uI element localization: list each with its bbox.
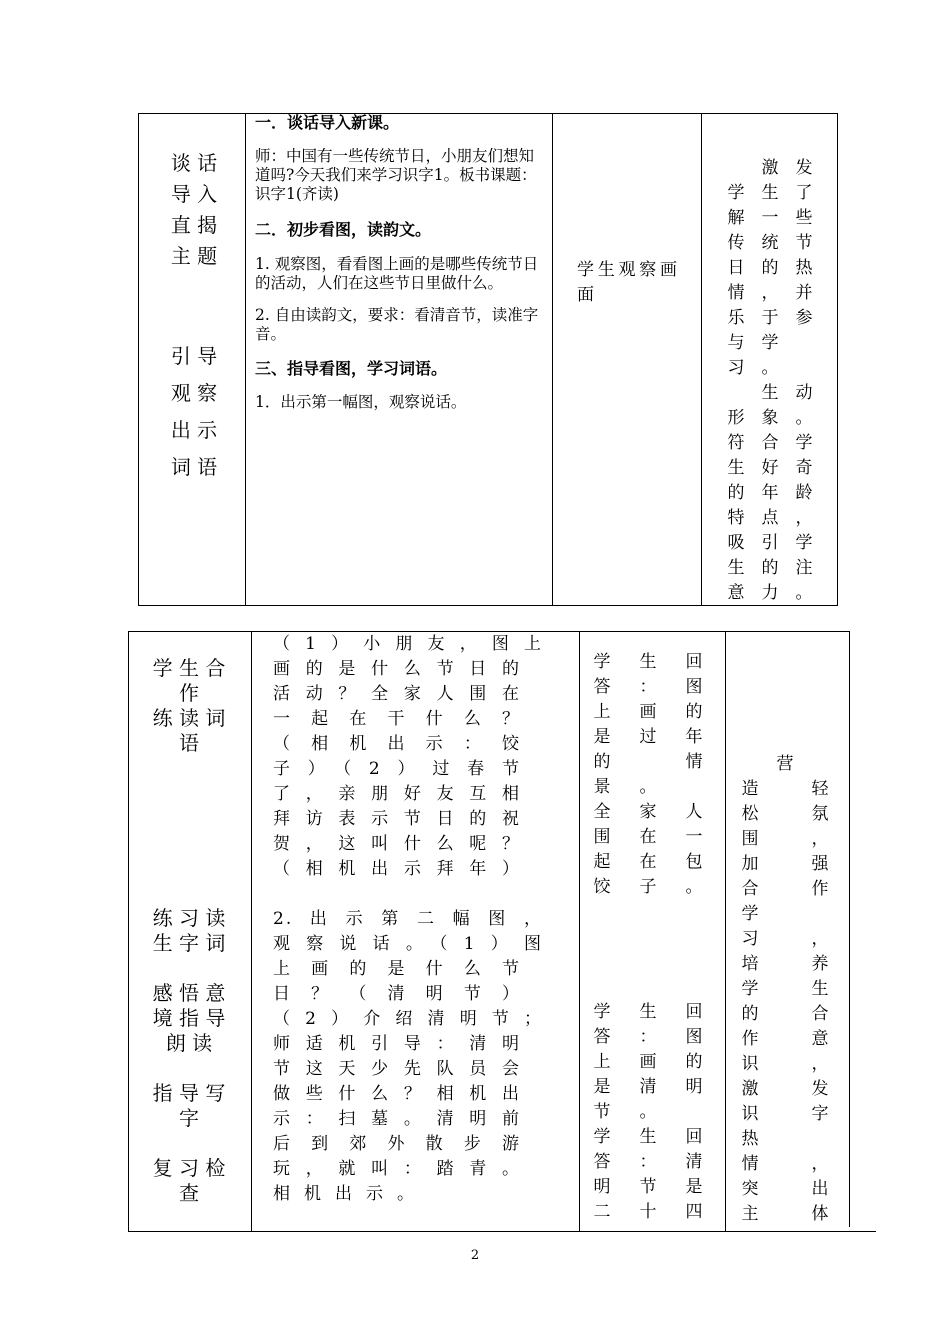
glyph: 特 [727,508,745,528]
glyph: 清 [639,1077,657,1097]
process-line: （相机出示：饺 [273,734,521,754]
glyph: 。 [685,877,703,897]
design-intent-row [727,431,813,456]
process-line: 活动？全家人围在 [273,684,521,704]
design-intent-row [727,481,813,506]
glyph: 发 [795,158,813,178]
step-label: 引 导 [170,344,218,368]
process-line: 上画的是什么节 [273,959,521,979]
glyph: 的 [593,752,611,772]
design-intent-row [741,1052,829,1077]
glyph: 节 [795,233,813,253]
glyph: 学 [741,904,759,924]
glyph: 出 [811,1179,829,1199]
design-intent-row [741,1077,829,1102]
process-line: 玩，就叫：踏青。 [273,1159,521,1179]
glyph: 上 [593,702,611,722]
student-activity-row [593,1100,703,1125]
process-line: 示：扫墓。清明前 [273,1109,521,1129]
process-line: （2）介绍清明节； [273,1009,543,1029]
glyph: 家 [639,802,657,822]
glyph: 奇 [795,458,813,478]
design-intent-row [727,231,813,256]
glyph: 加 [741,854,759,874]
design-intent-row [727,506,813,531]
glyph: 象 [761,408,779,428]
step-label: 语 [179,731,199,755]
glyph: 是 [593,1077,611,1097]
table2-step-group [137,656,241,756]
glyph: 生 [639,1002,657,1022]
glyph: 包 [685,852,703,872]
student-activity-row [593,825,703,850]
student-activity-row [593,1125,703,1150]
glyph: 生 [727,458,745,478]
glyph: ， [761,283,779,303]
table2-step-group [137,981,241,1056]
step-label: 复 习 检 [152,1156,226,1180]
design-intent-row [727,356,813,381]
paragraph: 师：中国有一些传统节日，小朋友们想知道吗?今天我们来学习识字1。板书课题：识字1(齐读) [255,147,537,203]
glyph: 清 [685,1152,703,1172]
table2-step-group [137,906,241,956]
glyph: 明 [593,1177,611,1197]
lesson-table-2 [128,631,850,1232]
glyph [795,356,813,381]
glyph: 二 [593,1202,611,1222]
glyph: 生 [639,1127,657,1147]
table2-step-group [137,1081,241,1131]
glyph: 统 [761,233,779,253]
table1-step-group-2 [147,338,241,486]
glyph [685,1100,703,1125]
table1-step-group-1 [147,148,241,272]
student-activity-block [593,1000,703,1225]
glyph: 。 [795,583,813,603]
glyph: ， [811,829,829,849]
glyph: 学 [593,652,611,672]
design-intent-row [741,1152,829,1177]
glyph: 识 [741,1104,759,1124]
design-intent-row [741,1177,829,1202]
table2-step-column [137,656,241,1206]
glyph: 于 [761,308,779,328]
design-intent-row [741,802,829,827]
glyph: 发 [811,1079,829,1099]
glyph: 情 [727,283,745,303]
step-label: 直 揭 [170,213,218,237]
design-intent-row [741,927,829,952]
table1-step-column [147,148,241,486]
glyph: 子 [639,877,657,897]
glyph: 景 [593,777,611,797]
glyph: 。 [639,1102,657,1122]
student-activity-row [593,1150,703,1175]
section-heading: 二．初步看图，读韵文。 [255,220,432,239]
glyph: 解 [727,208,745,228]
table1-student-activity: 学生观察画面 [577,260,677,305]
glyph: 了 [795,183,813,203]
design-intent-row [727,281,813,306]
glyph: 养 [811,954,829,974]
student-activity-row [593,850,703,875]
glyph: 意 [811,1029,829,1049]
glyph: 生 [761,383,779,403]
glyph: ， [811,1054,829,1074]
section-heading: 一．谈话导入新课。 [255,113,400,132]
glyph: 围 [593,827,611,847]
glyph: 学 [761,333,779,353]
student-activity-row [593,750,703,775]
glyph: 意 [727,583,745,603]
process-line: 2.出示第二幅图， [273,909,543,929]
paragraph: 1．出示第一幅图，观察说话。 [255,393,467,411]
glyph: 强 [811,854,829,874]
glyph: 的 [761,558,779,578]
student-activity-row [593,775,703,800]
design-intent-row [741,1102,829,1127]
glyph: 点 [761,508,779,528]
glyph: 在 [639,827,657,847]
step-label: 谈 话 [170,151,218,175]
glyph: 节 [639,1177,657,1197]
process-line: 贺，这叫什么呢？ [273,834,521,854]
glyph: 。 [761,358,779,378]
student-activity-row [593,1050,703,1075]
process-line: （相机出示拜年） [273,859,521,879]
design-intent-top: 营 [776,754,794,774]
glyph: 的 [761,258,779,278]
step-label: 出 示 [170,418,218,442]
glyph: 习 [727,358,745,378]
glyph: 学 [741,979,759,999]
student-activity-row [593,1000,703,1025]
design-intent-row [741,777,829,802]
step-label: 主 题 [170,244,218,268]
glyph: 情 [741,1154,759,1174]
glyph: 在 [639,852,657,872]
design-intent-row [741,827,829,852]
glyph: 的 [727,483,745,503]
student-activity-row [593,700,703,725]
table2-design-intent [741,752,829,1227]
glyph: 明 [685,1077,703,1097]
process-line: 了，亲朋好友互相 [273,784,521,804]
design-intent-row [727,331,813,356]
glyph [795,331,813,356]
glyph: 图 [685,677,703,697]
glyph: 生 [811,979,829,999]
design-intent-row [741,1202,829,1227]
glyph: 主 [741,1204,759,1224]
step-label: 指 导 写 [152,1081,226,1105]
table2-student-activity [593,650,703,1225]
glyph: 过 [639,727,657,747]
design-intent-row [741,1027,829,1052]
process-line: 相机出示。 [273,1184,428,1204]
process-line: 观察说话。（1）图 [273,934,543,954]
student-activity-row [593,1075,703,1100]
glyph: ： [639,677,657,697]
glyph: 动 [795,383,813,403]
glyph: 。 [795,408,813,428]
design-intent-row [727,256,813,281]
glyph: 作 [741,1029,759,1049]
glyph: 合 [741,879,759,899]
glyph: 生 [727,558,745,578]
glyph: 力 [761,583,779,603]
glyph: 是 [593,727,611,747]
glyph: 字 [811,1104,829,1124]
process-line: 节这天少先队员会 [273,1059,521,1079]
glyph: 热 [741,1129,759,1149]
process-line: 做些什么？相机出 [273,1084,521,1104]
glyph: 画 [639,1052,657,1072]
glyph: 学 [593,1127,611,1147]
glyph: 的 [685,702,703,722]
glyph: 体 [811,1204,829,1224]
glyph: ： [639,1027,657,1047]
glyph: 识 [741,1054,759,1074]
table2-step-group [137,1156,241,1206]
glyph: 生 [639,652,657,672]
step-label: 作 [179,681,199,705]
glyph [639,750,657,775]
step-label: 字 [179,1106,199,1130]
glyph: 学 [727,183,745,203]
glyph: 年 [761,483,779,503]
glyph: 回 [685,1002,703,1022]
student-activity-row [593,875,703,900]
student-activity-row [593,675,703,700]
step-label: 练 读 词 [152,706,226,730]
glyph: ， [811,929,829,949]
design-intent-row [741,902,829,927]
glyph: 氛 [811,804,829,824]
glyph: 突 [741,1179,759,1199]
step-label: 境 指 导 [152,1006,226,1030]
glyph: 引 [761,533,779,553]
glyph: 饺 [593,877,611,897]
glyph: 形 [727,408,745,428]
glyph: 回 [685,1127,703,1147]
glyph: 轻 [811,779,829,799]
glyph: 年 [685,727,703,747]
design-intent-row [741,877,829,902]
glyph: 答 [593,1027,611,1047]
step-label: 查 [179,1181,199,1205]
glyph: ， [811,1154,829,1174]
student-activity-row [593,1175,703,1200]
design-intent-row [741,952,829,977]
glyph: 合 [761,433,779,453]
paragraph: 1. 观察图，看看图上画的是哪些传统节日的活动，人们在这些节日里做什么。 [255,255,539,292]
glyph: 并 [795,283,813,303]
glyph: 造 [741,779,759,799]
glyph: 四 [685,1202,703,1222]
glyph: 的 [685,1052,703,1072]
glyph: 生 [761,183,779,203]
glyph: 与 [727,333,745,353]
step-label: 导 入 [170,182,218,206]
glyph: 一 [685,827,703,847]
glyph: 的 [741,1004,759,1024]
glyph: 十 [639,1202,657,1222]
glyph: 人 [685,802,703,822]
step-label: 学 生 合 [152,656,226,680]
step-label: 观 察 [170,381,218,405]
glyph: 吸 [727,533,745,553]
glyph: 传 [727,233,745,253]
process-line: 拜访表示节日的祝 [273,809,521,829]
lesson-table-1 [138,113,838,606]
step-label: 练 习 读 [152,906,226,930]
table1-design-intent [727,156,813,606]
glyph: 回 [685,652,703,672]
glyph: 图 [685,1027,703,1047]
glyph: 习 [741,929,759,949]
design-intent-row [727,456,813,481]
design-intent-row [727,306,813,331]
process-line: 子）（2）过春节 [273,759,521,779]
table2-process-column [273,632,543,1207]
glyph: 起 [593,852,611,872]
glyph: 参 [795,308,813,328]
design-intent-row [741,1002,829,1027]
table1-process-column [255,110,547,415]
glyph: 围 [741,829,759,849]
step-label: 生 字 词 [152,931,226,955]
glyph [811,902,829,927]
glyph: 全 [593,802,611,822]
student-activity-row [593,725,703,750]
process-line [273,882,543,907]
section-heading: 三、指导看图，学习词语。 [255,359,448,378]
process-line: （1）小朋友，图上 [273,634,543,654]
student-activity-row [593,650,703,675]
glyph: 情 [685,752,703,772]
glyph: 答 [593,1152,611,1172]
glyph: 松 [741,804,759,824]
glyph: 注 [795,558,813,578]
glyph: 培 [741,954,759,974]
glyph: 学 [593,1002,611,1022]
design-intent-row [727,556,813,581]
step-label: 词 语 [170,455,218,479]
glyph: 是 [685,1177,703,1197]
glyph: 一 [761,208,779,228]
student-activity-row [593,1025,703,1050]
design-intent-row [741,1127,829,1152]
glyph: 合 [811,1004,829,1024]
glyph: 。 [639,777,657,797]
glyph: 乐 [727,308,745,328]
glyph: 好 [761,458,779,478]
glyph: 画 [639,702,657,722]
glyph: 日 [727,258,745,278]
glyph: 热 [795,258,813,278]
paragraph: 2. 自由读韵文，要求：看清音节，读准字音。 [255,306,539,343]
glyph: 作 [811,879,829,899]
step-label: 感 悟 意 [152,981,226,1005]
design-intent-row [741,852,829,877]
glyph: 答 [593,677,611,697]
glyph: 些 [795,208,813,228]
design-intent-row [727,406,813,431]
glyph: ： [639,1152,657,1172]
glyph: 学 [795,533,813,553]
glyph: 节 [593,1102,611,1122]
design-intent-row [727,156,813,181]
process-line: 后到郊外散步游 [273,1134,521,1154]
page-number: 2 [470,1248,480,1263]
glyph: 学 [795,433,813,453]
student-activity-block [593,650,703,900]
glyph: 激 [741,1079,759,1099]
design-intent-row [727,381,813,406]
step-label: 朗 读 [165,1031,213,1055]
process-line: 一起在干什么？ [273,709,521,729]
student-activity-row [593,800,703,825]
process-line: 画的是什么节日的 [273,659,521,679]
design-intent-row [727,531,813,556]
student-activity-row [593,1200,703,1225]
glyph [727,381,745,406]
design-intent-row [727,181,813,206]
design-intent-body [741,777,829,1227]
design-intent-row [741,977,829,1002]
glyph: ， [795,508,813,528]
glyph: 激 [761,158,779,178]
glyph: 龄 [795,483,813,503]
design-intent-row [727,581,813,606]
glyph [811,1127,829,1152]
process-line: 师适机引导：清明 [273,1034,521,1054]
glyph: 上 [593,1052,611,1072]
glyph [727,156,745,181]
process-line: 日？（清明节） [273,984,521,1004]
design-intent-row [727,206,813,231]
glyph: 符 [727,433,745,453]
glyph [685,775,703,800]
